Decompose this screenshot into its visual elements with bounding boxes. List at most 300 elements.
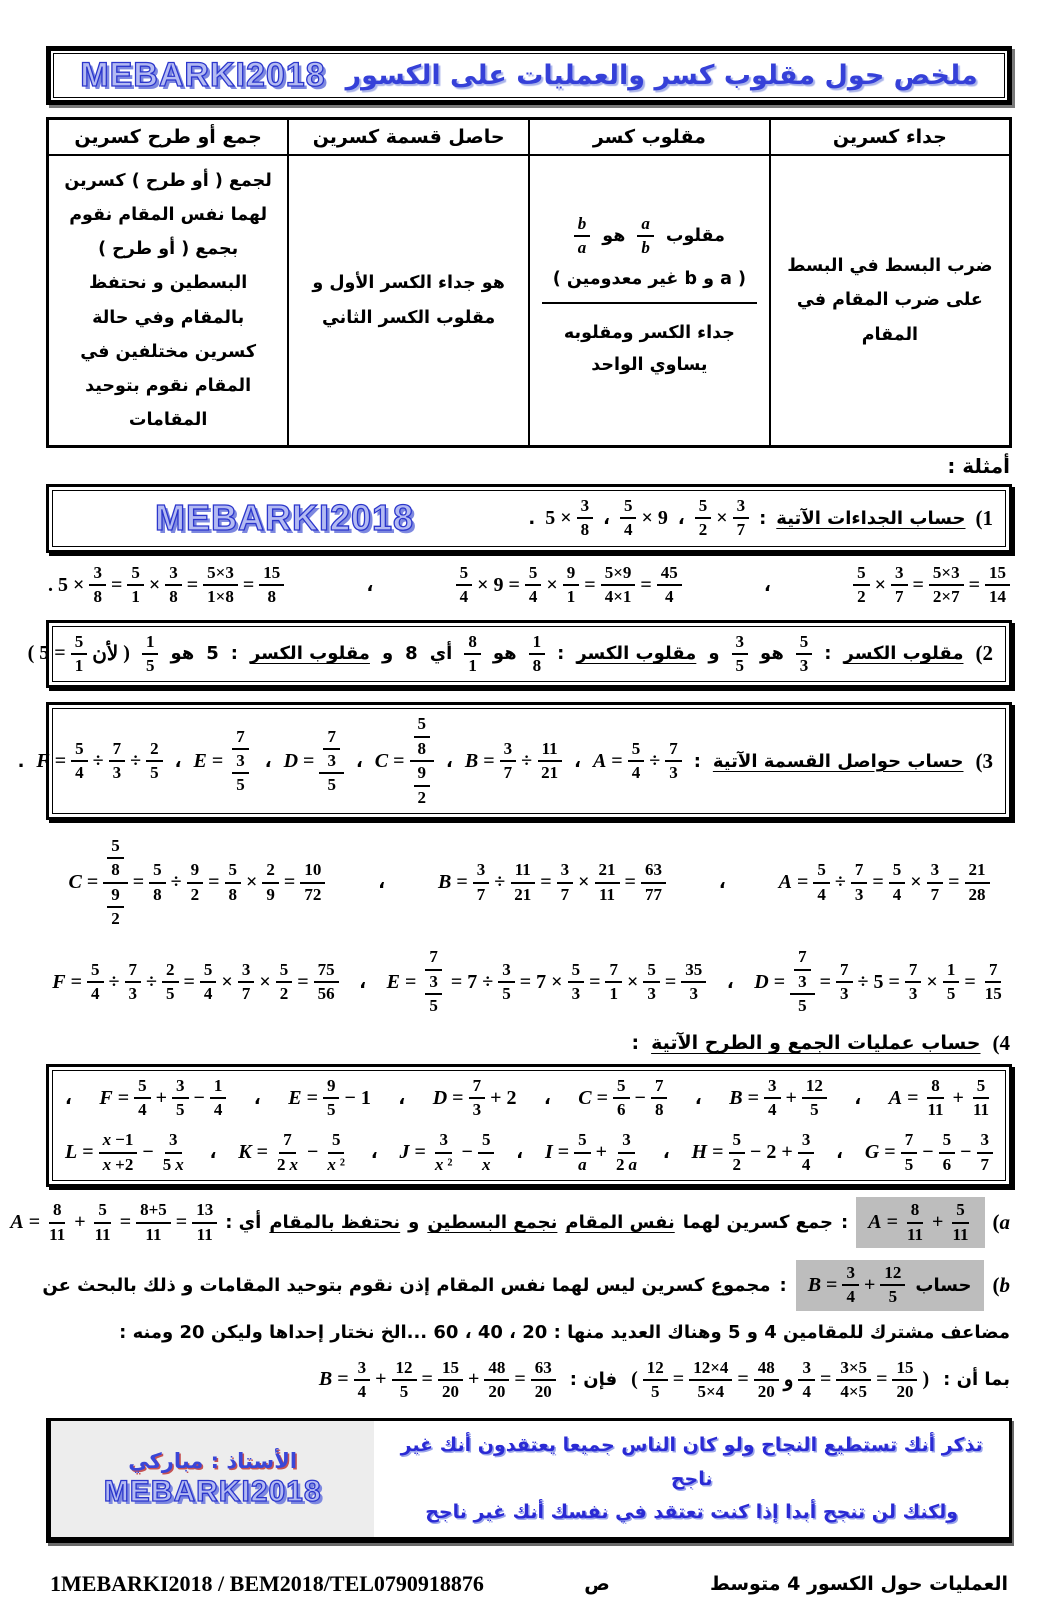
underlined-text: حساب عمليات الجمع و الطرح الآتية <box>651 1032 981 1055</box>
denominator: 20 <box>757 1381 775 1401</box>
math-segment <box>28 632 130 677</box>
denominator: 77 <box>644 884 662 904</box>
fraction <box>729 1130 746 1175</box>
reciprocal-note: ( a و b غير معدومين ) <box>552 269 746 290</box>
denominator: 3 <box>798 971 807 991</box>
fraction <box>943 960 960 1005</box>
denominator: 4 <box>528 587 538 607</box>
numerator: 12 <box>643 1358 668 1381</box>
numerator: 5 <box>525 563 542 586</box>
numerator <box>425 947 442 970</box>
fraction <box>149 860 166 905</box>
denominator: 5 <box>326 1100 336 1120</box>
numerator: 7 <box>469 1076 486 1099</box>
math-text: = <box>968 573 980 596</box>
numerator: 3 <box>764 1076 781 1099</box>
denominator: 4 <box>801 1154 811 1174</box>
numerator: 9 <box>323 1076 340 1099</box>
denominator: 28 <box>968 884 986 904</box>
fraction <box>905 960 922 1005</box>
item-label: (a <box>992 1210 1010 1235</box>
fraction <box>127 563 144 608</box>
numerator: 1 <box>943 960 960 983</box>
denominator: 1 <box>609 984 618 1004</box>
math-text: 5 <box>545 506 556 529</box>
fraction <box>392 1358 417 1403</box>
math-text: ÷ <box>649 749 661 772</box>
math-text: 5 <box>58 573 69 596</box>
numerator: 3 <box>172 1076 189 1099</box>
numerator: 3 <box>89 563 106 586</box>
math-text: D = <box>754 970 786 993</box>
fraction <box>595 860 620 905</box>
denominator: 2 <box>279 984 289 1004</box>
math-segment <box>284 727 344 796</box>
item-label: (2 <box>975 641 993 666</box>
math-segment <box>593 739 682 784</box>
numerator: 7 <box>901 1130 918 1153</box>
denominator: 3 <box>472 1100 482 1120</box>
numerator: 7 <box>125 960 142 983</box>
math-text: = <box>183 970 195 993</box>
numerator: 3 <box>165 563 182 586</box>
math-segment <box>288 1076 371 1121</box>
fraction <box>162 960 179 1005</box>
denominator: 5 x <box>162 1154 184 1174</box>
math-segment <box>465 739 562 784</box>
fraction <box>794 947 811 992</box>
numerator: 3 <box>577 496 594 519</box>
math-text: : <box>824 643 832 665</box>
fraction <box>203 563 238 608</box>
math-text: × <box>626 970 639 993</box>
denominator: 5 <box>946 984 956 1004</box>
numerator: 8 <box>927 1076 944 1099</box>
fraction <box>802 1076 827 1121</box>
fraction <box>473 860 490 905</box>
denominator: 11 <box>196 1224 213 1244</box>
denominator: 8 <box>228 884 238 904</box>
math-text: = <box>208 871 220 894</box>
fraction <box>985 563 1010 608</box>
math-segment <box>754 947 1005 1016</box>
numerator: 7 <box>851 860 868 883</box>
fraction <box>889 860 906 905</box>
math-text: × <box>221 970 233 993</box>
example4-row2 <box>65 1130 993 1175</box>
math-text: J = <box>399 1141 426 1164</box>
numerator: 9 <box>187 860 204 883</box>
denominator: 5 <box>810 1100 819 1120</box>
numerator: 5 <box>796 632 813 655</box>
part-b-line <box>42 1260 1010 1311</box>
example2-line <box>27 631 993 677</box>
numerator: 5 <box>71 632 88 655</box>
math-text: ( <box>27 642 35 665</box>
denominator: 11 <box>145 1224 162 1244</box>
math-text: × <box>560 506 572 529</box>
math-text: × <box>641 506 653 529</box>
fraction <box>107 885 124 930</box>
math-text: = <box>964 970 976 993</box>
numerator: 5 <box>568 960 585 983</box>
fraction <box>764 1076 781 1121</box>
denominator: 2 <box>698 520 708 540</box>
numerator: 15 <box>985 563 1010 586</box>
denominator: 4 <box>357 1381 367 1401</box>
denominator: 3 <box>128 984 138 1004</box>
part-a-line <box>10 1197 1010 1248</box>
fraction <box>851 860 868 905</box>
denominator: 3 <box>647 984 656 1004</box>
math-text: − <box>307 1141 319 1164</box>
denominator: 5 <box>236 775 245 795</box>
math-text: بما أن : <box>943 1369 1010 1391</box>
math-text: هو <box>492 643 517 665</box>
denominator: 5 <box>502 984 511 1004</box>
fraction <box>948 1200 972 1245</box>
denominator: x <box>481 1154 491 1174</box>
motivational-quote <box>374 1421 1009 1537</box>
fraction <box>478 1130 495 1175</box>
math-text: = <box>508 573 520 596</box>
numerator: 7 <box>279 1130 296 1153</box>
math-text: × <box>73 573 85 596</box>
denominator: 4 <box>768 1100 777 1120</box>
math-text: = <box>175 1211 188 1234</box>
header-reciprocal: مقلوب كسر <box>529 119 770 156</box>
math-text: ، <box>726 971 734 993</box>
math-segment <box>808 1263 906 1308</box>
numerator: 15 <box>259 563 284 586</box>
math-text: ، <box>366 574 374 596</box>
numerator: 7 <box>836 960 853 983</box>
math-segment <box>729 1076 827 1121</box>
math-segment <box>868 1200 972 1245</box>
fraction <box>109 739 126 784</box>
numerator: 3 <box>798 1130 815 1153</box>
denominator: 8 <box>169 587 178 607</box>
table-header-row <box>48 119 1011 156</box>
numerator: 13 <box>192 1200 217 1223</box>
denominator <box>410 762 435 808</box>
math-segment <box>695 496 749 541</box>
fraction <box>262 860 279 905</box>
item-label: (4 <box>992 1030 1010 1055</box>
math-text: حساب <box>915 1274 972 1296</box>
math-text: ÷ <box>92 749 104 772</box>
math-text: + <box>74 1211 86 1234</box>
math-text: 5 <box>798 996 807 1016</box>
numerator: 5 <box>200 960 217 983</box>
fraction <box>577 496 594 541</box>
fraction <box>903 1200 927 1245</box>
fraction <box>125 960 142 1005</box>
numerator: 5 <box>973 1076 990 1099</box>
numerator: 3 <box>498 960 515 983</box>
math-text: C = <box>374 749 405 772</box>
numerator: 5 <box>94 1200 111 1223</box>
fraction <box>813 860 830 905</box>
fraction <box>314 960 339 1005</box>
fraction <box>929 563 964 608</box>
math-text: 5 <box>873 970 884 993</box>
example-box-3 <box>17 702 1012 820</box>
numerator <box>103 836 128 884</box>
fraction <box>414 763 431 808</box>
numerator <box>410 714 435 762</box>
math-text: = <box>664 970 677 993</box>
numerator <box>232 727 249 750</box>
numerator: 8+5 <box>136 1200 171 1223</box>
fraction <box>146 739 163 784</box>
fraction <box>643 1358 668 1403</box>
fraction <box>414 714 431 759</box>
footer-brand-logo: MEBARKI2018 <box>103 1475 322 1509</box>
math-segment <box>400 1130 495 1175</box>
denominator: 5 <box>399 1381 409 1401</box>
fraction <box>651 1076 668 1121</box>
math-text: ، <box>574 750 581 772</box>
math-text: أي : <box>225 1212 262 1234</box>
complex-fraction <box>410 714 435 808</box>
math-segment <box>375 714 434 808</box>
denominator: 3 <box>854 884 864 904</box>
denominator: 5 <box>150 763 159 783</box>
fraction <box>500 739 517 784</box>
example4-row1 <box>65 1076 993 1121</box>
fraction <box>525 563 542 608</box>
part-b-continuation: مضاعف مشترك للمقامين 4 و 5 وهناك العديد منها : 20 ، 40 ، 60 ...الخ نختار إحداها وليكن 20 ومنه : <box>119 1321 1010 1343</box>
math-text: = <box>872 871 884 894</box>
fraction <box>165 563 182 608</box>
title-inner <box>53 53 1005 98</box>
quote-line-1: تذكر أنك تستطيع النجاح ولو كان الناس جميعا يعتقدون أنك غير ناجح <box>400 1434 983 1490</box>
math-text: = <box>283 871 296 894</box>
numerator: 12 <box>392 1358 417 1381</box>
fraction <box>142 632 159 677</box>
math-text: ، <box>677 507 685 529</box>
math-text: D = <box>432 1086 464 1109</box>
denominator: a <box>577 237 587 257</box>
denominator: 7 <box>930 884 940 904</box>
math-text: = <box>888 970 900 993</box>
fraction <box>657 563 682 608</box>
item-label: (b <box>992 1272 1010 1297</box>
fraction <box>798 1130 815 1175</box>
numerator: 9 <box>414 763 431 786</box>
fraction <box>798 1358 815 1403</box>
fraction <box>605 960 622 1005</box>
title-box <box>46 46 1012 105</box>
math-text: K = <box>238 1141 268 1164</box>
fraction <box>276 960 293 1005</box>
numerator: 7 <box>323 727 340 750</box>
math-text: : <box>631 1032 640 1055</box>
denominator: 2 <box>732 1154 742 1174</box>
math-text: ، <box>253 1087 261 1109</box>
math-segment <box>36 739 162 784</box>
numerator: 3 <box>733 496 750 519</box>
numerator: 3 <box>354 1358 371 1381</box>
math-segment <box>433 1076 517 1121</box>
math-segment <box>65 1130 188 1175</box>
math-text: ، <box>398 1087 406 1109</box>
math-text: × <box>578 871 590 894</box>
teacher-name: الأستاذ : مباركي <box>128 1449 298 1474</box>
math-text: F = <box>99 1086 130 1109</box>
denominator: 20 <box>441 1381 459 1401</box>
numerator: 1 <box>142 632 159 655</box>
numerator: 11 <box>538 739 562 762</box>
numerator: 3 <box>500 739 517 762</box>
denominator: 5 <box>888 1287 898 1307</box>
underlined-text: نحتفظ بالمقام <box>269 1212 401 1234</box>
fraction <box>323 727 340 772</box>
math-text: 7 <box>467 970 478 993</box>
cell-reciprocal <box>529 155 770 447</box>
denominator: 8 <box>654 1100 664 1120</box>
underlined-text: مقلوب الكسر <box>576 643 697 665</box>
math-text: + <box>781 1141 793 1164</box>
fraction <box>510 860 535 905</box>
fraction <box>134 1076 151 1121</box>
numerator: 1 <box>210 1076 227 1099</box>
denominator: 5 <box>735 655 745 675</box>
math-text: G = <box>864 1141 896 1164</box>
section4-heading <box>48 1031 1010 1056</box>
numerator: 7 <box>605 960 622 983</box>
fraction <box>71 739 88 784</box>
denominator: 8 <box>267 587 276 607</box>
math-text: = <box>519 970 532 993</box>
fraction <box>172 1076 189 1121</box>
numerator: a <box>637 214 654 237</box>
fraction <box>612 1130 641 1175</box>
numerator: 3 <box>798 1358 815 1381</box>
denominator: 3 <box>840 984 849 1004</box>
math-text: × <box>546 573 558 596</box>
math-text: . <box>48 573 54 596</box>
fraction <box>529 632 546 677</box>
math-segment <box>387 947 707 1016</box>
math-text: ÷ <box>521 749 533 772</box>
denominator: 1 <box>566 587 576 607</box>
numerator: 5 <box>127 563 144 586</box>
fraction <box>200 960 217 1005</box>
math-text: ÷ <box>482 970 494 993</box>
math-text: ÷ <box>857 970 869 993</box>
math-text: ، <box>718 872 726 894</box>
math-segment <box>545 496 593 541</box>
numerator: 5 <box>149 860 166 883</box>
numerator: 5 <box>107 836 124 859</box>
fraction <box>568 960 585 1005</box>
fraction <box>637 214 654 259</box>
denominator: 1 <box>74 655 84 675</box>
math-text: − <box>960 1141 972 1164</box>
numerator: 11 <box>511 860 535 883</box>
fraction <box>880 1263 905 1308</box>
fraction <box>796 632 813 677</box>
math-text: ، <box>209 1142 217 1164</box>
math-text: = <box>584 573 596 596</box>
denominator: 11 <box>952 1224 969 1244</box>
math-segment <box>10 1200 217 1245</box>
fraction <box>557 860 574 905</box>
denominator: 3 <box>799 655 809 675</box>
numerator: 12 <box>880 1263 905 1286</box>
fraction <box>354 1358 371 1403</box>
denominator: 6 <box>942 1154 952 1174</box>
math-text: E = <box>288 1086 318 1109</box>
denominator: 4 <box>213 1100 223 1120</box>
math-text: ، <box>603 507 610 529</box>
math-text: + <box>490 1086 502 1109</box>
fraction <box>613 1076 630 1121</box>
denominator: x ² <box>434 1154 453 1174</box>
math-text: B = <box>318 1368 349 1391</box>
fraction <box>232 751 249 796</box>
fraction <box>99 1130 138 1175</box>
math-text: − <box>142 1141 154 1164</box>
math-segment <box>193 727 252 796</box>
numerator: 12 <box>802 1076 827 1099</box>
math-text: ، <box>446 750 453 772</box>
fraction <box>238 960 255 1005</box>
math-text: = <box>421 1368 433 1391</box>
fraction <box>91 1200 115 1245</box>
products-computation-line <box>48 563 1010 608</box>
math-text: ، <box>836 1142 843 1164</box>
denominator: 4 <box>665 587 674 607</box>
math-segment <box>631 1358 929 1403</box>
fraction <box>87 960 104 1005</box>
math-text: B = <box>437 871 468 894</box>
denominator: 11 <box>49 1224 66 1244</box>
math-text: L = <box>65 1141 94 1164</box>
brand-logo: MEBARKI2018 <box>80 56 326 94</box>
denominator: 4 <box>846 1287 855 1307</box>
example1-line <box>65 496 993 541</box>
numerator: 5 <box>628 739 645 762</box>
math-text: − <box>634 1086 646 1109</box>
math-text: ، <box>764 574 771 596</box>
numerator: 15 <box>438 1358 463 1381</box>
numerator: 5 <box>478 1130 495 1153</box>
denominator: 4 <box>203 984 213 1004</box>
math-text: = <box>624 871 636 894</box>
denominator: 5 <box>904 1154 914 1174</box>
math-text: F = <box>36 749 67 772</box>
denominator: 3 <box>112 763 122 783</box>
fraction <box>574 1130 591 1175</box>
math-segment <box>319 1358 556 1403</box>
denominator: 72 <box>304 884 322 904</box>
denominator: 8 <box>417 738 427 758</box>
numerator: 1 <box>529 632 546 655</box>
fraction <box>71 632 88 677</box>
numerator: 5 <box>695 496 712 519</box>
fraction <box>210 1076 227 1121</box>
numerator: 35 <box>681 960 706 983</box>
denominator: 14 <box>989 587 1006 607</box>
math-text: 7 <box>236 726 245 746</box>
numerator: 2 <box>262 860 279 883</box>
footer-contact: 1MEBARKI2018 / BEM2018/TEL0790918876 <box>50 1571 484 1597</box>
math-text: : <box>759 507 767 529</box>
math-text: − <box>461 1141 473 1164</box>
